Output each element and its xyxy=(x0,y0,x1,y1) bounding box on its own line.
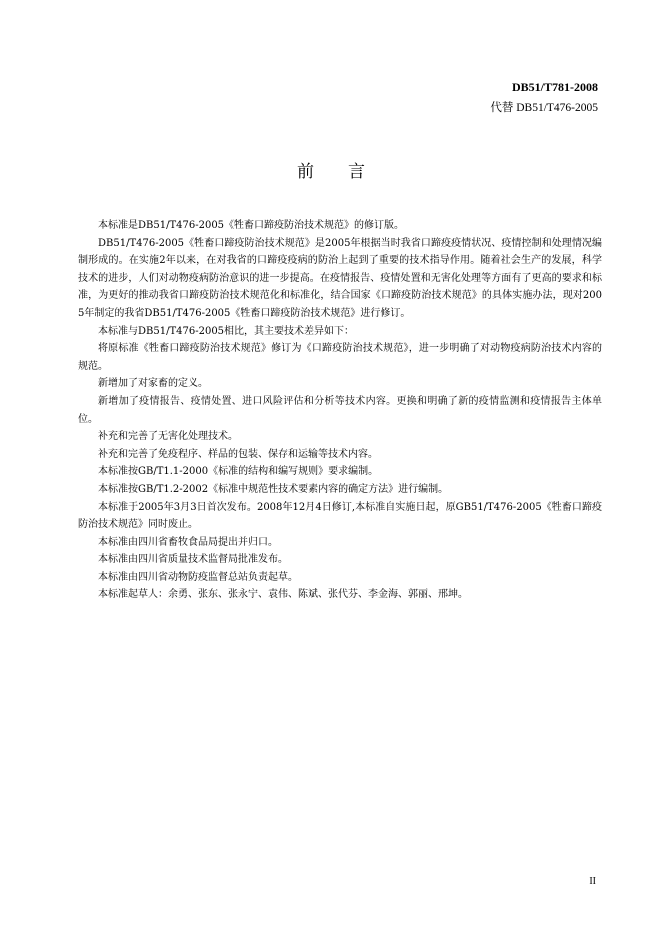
paragraph: 本标准由四川省动物防疫监督总站负责起草。 xyxy=(98,571,298,583)
paragraph: DB51/T476-2005《牲畜口蹄疫防治技术规范》是2005年根据当时我省口蹄疫疫情状况、疫情控制和处理情况编制形成的。在实施2年以来，在对我省的口蹄疫疫病的防治上起到了重要的技术指导作用。随着社会生产的发展，科学技术的进步，人们对动物疫病防治意识的进一步提高。在疫情报告、疫情处置和无害化处理等方面有了更高的要求和标准，为更好的推动我省口蹄疫防治技术规范化和标准化，结合国家《口蹄疫防治技术规范》的具体实施办法，现对2005年制定的我省DB51/T476-2005《牲畜口蹄疫防治技术规范》进行修订。 xyxy=(78,237,602,319)
paragraph: 本标准是DB51/T476-2005《牲畜口蹄疫防治技术规范》的修订版。 xyxy=(98,220,405,231)
paragraph: 新增加了对家畜的定义。 xyxy=(98,378,208,390)
paragraph: 补充和完善了免疫程序、样品的包装、保存和运输等技术内容。 xyxy=(98,448,378,460)
paragraph: 本标准起草人：余勇、张东、张永宁、袁伟、陈斌、张代芬、李金海、郭丽、邢坤。 xyxy=(98,589,468,601)
paragraph: 本标准与DB51/T476-2005相比，其主要技术差异如下： xyxy=(98,325,355,337)
paragraph: 补充和完善了无害化处理技术。 xyxy=(98,431,238,443)
paragraph: 本标准于2005年3月3日首次发布。2008年12月4日修订,本标准自实施日起，原GB51/T476-2005《牲畜口蹄疫防治技术规范》同时废止。 xyxy=(78,501,602,531)
paragraph: 本标准由四川省质量技术监督局批准发布。 xyxy=(98,554,288,566)
paragraph: 本标准按GB/T1.1-2000《标准的结构和编写规则》要求编制。 xyxy=(98,466,379,478)
paragraph: 本标准按GB/T1.2-2002《标准中规范性技术要素内容的确定方法》进行编制。 xyxy=(98,483,449,495)
paragraph: 新增加了疫情报告、疫情处置、进口风险评估和分析等技术内容。更换和明确了新的疫情监测和疫情报告主体单位。 xyxy=(78,395,602,425)
page-number: II xyxy=(589,876,596,887)
foreword-body xyxy=(78,217,602,604)
standard-code: DB51/T781-2008 xyxy=(511,80,598,94)
replaces-standard: 代替 DB51/T476-2005 xyxy=(490,102,598,114)
page-title: 前言 xyxy=(297,162,399,182)
paragraph: 将原标准《牲畜口蹄疫防治技术规范》修订为《口蹄疫防治技术规范》，进一步明确了对动物疫病防治技术内容的规范。 xyxy=(78,343,602,372)
paragraph: 本标准由四川省畜牧食品局提出并归口。 xyxy=(98,536,278,548)
